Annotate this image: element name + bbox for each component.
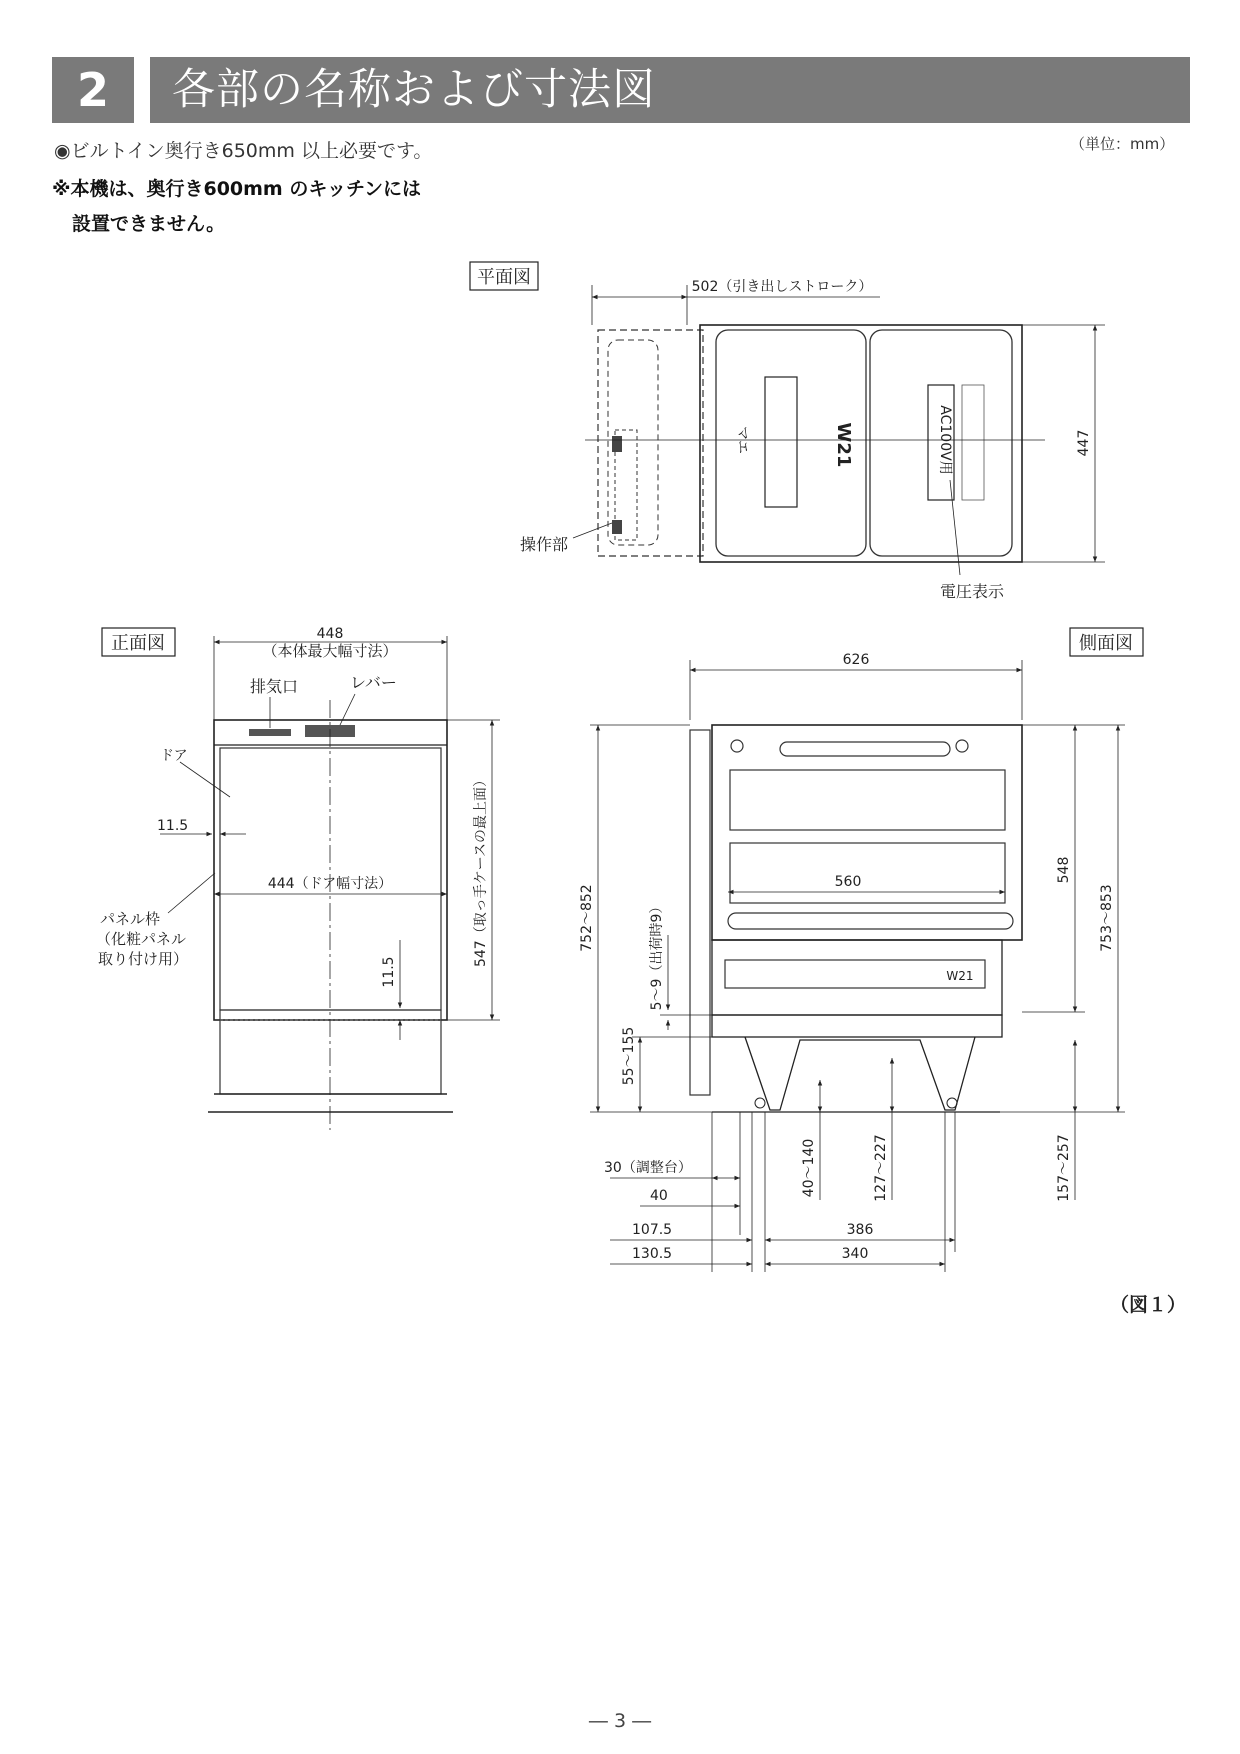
side-stand [745,1037,975,1110]
dim-40: 40 [650,1188,668,1204]
front-view-label: 正面図 [111,633,165,654]
unit-label: （単位：mm） [1070,135,1175,153]
dim-753-853: 753〜853 [1099,884,1115,952]
dim-157-257: 157〜257 [1056,1134,1072,1202]
dim-11-5-vertical: 11.5 [381,956,397,988]
plan-view-label: 平面図 [477,267,531,288]
voltage-display-label: 電圧表示 [940,582,1005,601]
section-title: 各部の名称および寸法図 [172,65,656,115]
side-view-label: 側面図 [1079,633,1133,654]
dim-40-140: 40〜140 [801,1138,817,1198]
side-body [712,725,1022,940]
side-view [579,628,1143,1272]
control-panel-label: 操作部 [520,535,569,554]
voltage-text: AC100V用 [937,405,953,475]
dim-130-5: 130.5 [632,1246,673,1262]
front-body [214,720,447,1020]
dim-30: 30（調整台） [604,1160,692,1176]
dim-548: 548 [1056,856,1072,884]
dim-55-155: 55〜155 [621,1026,637,1086]
dim-width-448: 448 [316,626,344,642]
lever-label: レバー [350,673,397,692]
control-unit-mark [612,436,622,452]
dim-stroke-502: 502（引き出しストローク） [691,279,873,295]
dim-127-227: 127〜227 [873,1134,889,1202]
plan-view [470,262,1105,601]
dim-386: 386 [846,1222,874,1238]
panel-frame-label-2: （化粧パネル [96,930,187,948]
dim-752-852: 752〜852 [579,884,595,952]
panel-frame-label-1: パネル枠 [100,910,161,928]
figure-label: （図１） [1110,1294,1187,1316]
dim-560: 560 [834,874,862,890]
dim-340: 340 [841,1246,869,1262]
dim-door-width-444: 444（ドア幅寸法） [267,876,393,892]
side-model-text: W21 [946,969,974,983]
dim-5-9: 5〜9（出荷時9） [649,899,665,1011]
plan-front-text: マエ [734,426,750,454]
warning-line-2: 設置できません。 [72,213,226,235]
dim-107-5: 107.5 [632,1222,673,1238]
dim-width-caption: （本体最大幅寸法） [262,642,398,660]
plan-model-text: W21 [833,422,854,468]
dim-11-5-left: 11.5 [157,818,189,834]
panel-frame-label-3: 取り付け用） [98,950,189,968]
exhaust-label: 排気口 [250,677,299,696]
section-number: 2 [52,57,134,123]
dim-547: 547（取っ手ケースの最上面） [473,772,489,968]
page-number: ― 3 ― [588,1710,652,1732]
builtin-depth-note: ◉ビルトイン奥行き650mm 以上必要です。 [54,140,433,162]
front-view [96,626,500,1130]
kick-area [220,1010,441,1094]
plan-label-plate [765,377,797,507]
exhaust-vent [249,729,291,736]
dim-depth-447: 447 [1076,429,1092,457]
warning-line-1: ※本機は、奥行き600mm のキッチンには [52,178,422,200]
side-door [690,730,710,1095]
dim-626: 626 [842,652,870,668]
door-label: ドア [160,748,188,764]
